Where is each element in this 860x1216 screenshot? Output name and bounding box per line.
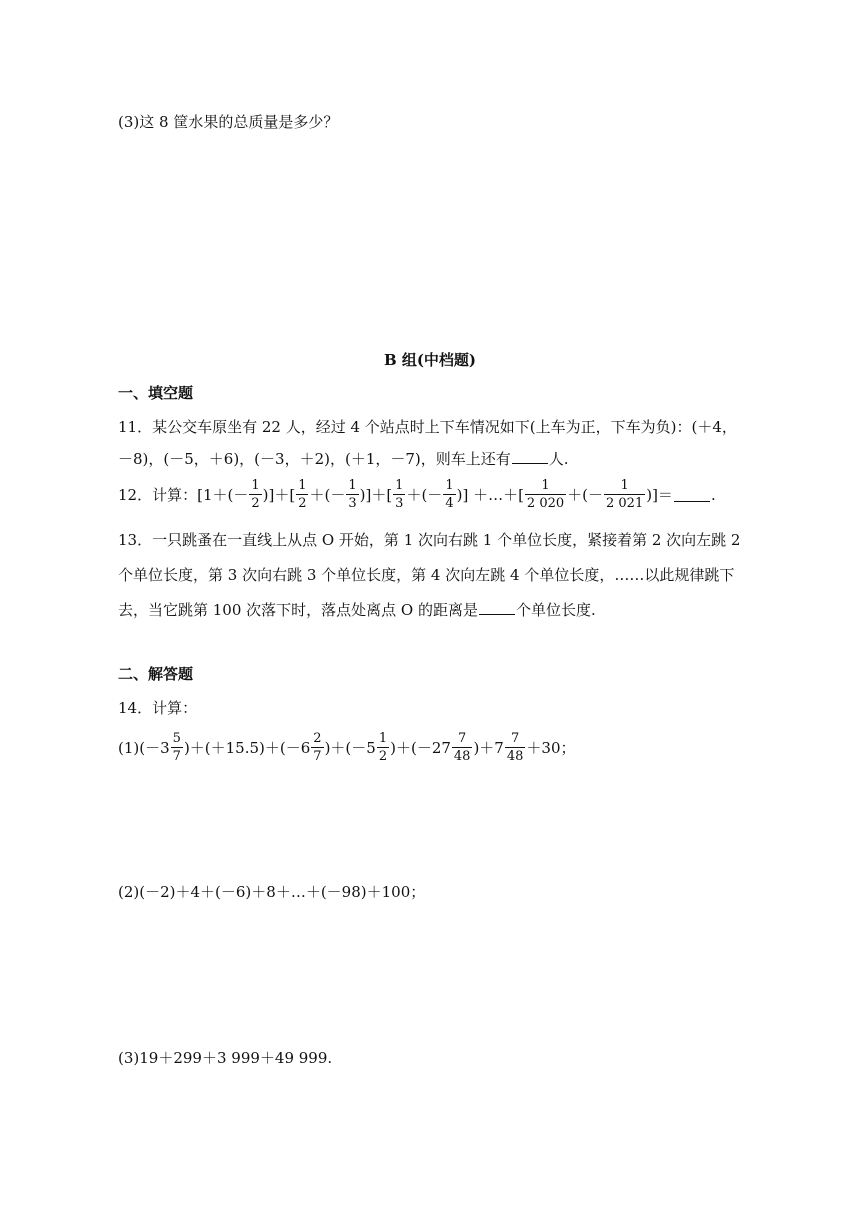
question-11-line-1: 11．某公交车原坐有 22 人，经过 4 个站点时上下车情况如下(上车为正，下车为负)：(＋4， <box>118 418 737 436</box>
question-11-line-2 <box>118 449 569 469</box>
q14-p1-term: (1)(－3 <box>118 738 170 757</box>
question-14-part-2: (2)(－2)＋4＋(－6)＋8＋…＋(－98)＋100； <box>118 883 426 901</box>
section-title: B 组(中档题) <box>383 351 477 369</box>
fill-in-heading: 一、填空题 <box>118 384 194 402</box>
question-13-line-1: 13．一只跳蚤在一直线上从点 O 开始，第 1 次向右跳 1 个单位长度，紧接着第 2 次向左跳 2 <box>118 531 741 549</box>
fraction: $\frac{2}{7}$ <box>313 731 322 764</box>
fraction: $\frac{1}{2}$ <box>298 478 307 511</box>
q12-term: . <box>710 485 716 504</box>
fraction: $\frac{1}{3}$ <box>348 478 357 511</box>
fraction: $\frac{1}{2 021}$ <box>606 478 644 511</box>
fraction: $\frac{1}{3}$ <box>395 478 404 511</box>
q12-term: ＋(－ <box>309 485 346 504</box>
answer-blank[interactable] <box>479 600 515 615</box>
answer-blank[interactable] <box>512 449 548 464</box>
q12-term: ＋(－ <box>567 485 603 504</box>
q12-term: )]＋[ <box>262 485 296 504</box>
q12-term: ＋(－ <box>406 485 443 504</box>
q12-term: [1＋(－ <box>197 485 249 504</box>
fraction: $\frac{7}{48}$ <box>506 731 524 764</box>
q14-p1-term: ＋30； <box>526 738 576 757</box>
q13-suffix: 个单位长度. <box>516 601 596 619</box>
fraction: $\frac{1}{4}$ <box>445 478 454 511</box>
question-13-line-2: 个单位长度，第 3 次向右跳 3 个单位长度，第 4 次向左跳 4 个单位长度，……以此规律跳下 <box>118 566 735 584</box>
q11-suffix: 人. <box>548 450 569 468</box>
q14-p1-term: )＋(－5 <box>324 738 376 757</box>
q14-p1-term: )＋(－27 <box>390 738 451 757</box>
fraction: $\frac{1}{2 020}$ <box>526 478 565 511</box>
fraction: $\frac{1}{2}$ <box>378 731 388 764</box>
question-14-part-3: (3)19＋299＋3 999＋49 999. <box>118 1049 333 1067</box>
question-12 <box>118 479 716 510</box>
q14-p1-term: )＋7 <box>473 738 504 757</box>
q12-term: )]＋[ <box>359 485 393 504</box>
question-14-part-1 <box>118 732 576 763</box>
fraction: $\frac{5}{7}$ <box>172 731 181 764</box>
question-14-intro: 14．计算： <box>118 699 198 717</box>
q12-term: )]＝ <box>646 485 673 504</box>
fraction: $\frac{1}{2}$ <box>251 478 260 511</box>
question-10-part-3: (3)这 8 筐水果的总质量是多少？ <box>118 113 339 131</box>
q14-p1-term: )＋(＋15.5)＋(－6 <box>183 738 311 757</box>
q11-text: －8)，(－5，＋6)，(－3，＋2)，(＋1，－7)，则车上还有 <box>118 450 511 468</box>
fraction: $\frac{7}{48}$ <box>453 731 471 764</box>
q13-text: 去，当它跳第 100 次落下时，落点处离点 O 的距离是 <box>118 601 479 619</box>
q12-term: )] ＋…＋[ <box>456 485 524 504</box>
q12-prefix: 12．计算： <box>118 485 198 504</box>
answer-heading: 二、解答题 <box>118 665 194 683</box>
question-13-line-3 <box>118 600 596 620</box>
answer-blank[interactable] <box>674 487 710 502</box>
